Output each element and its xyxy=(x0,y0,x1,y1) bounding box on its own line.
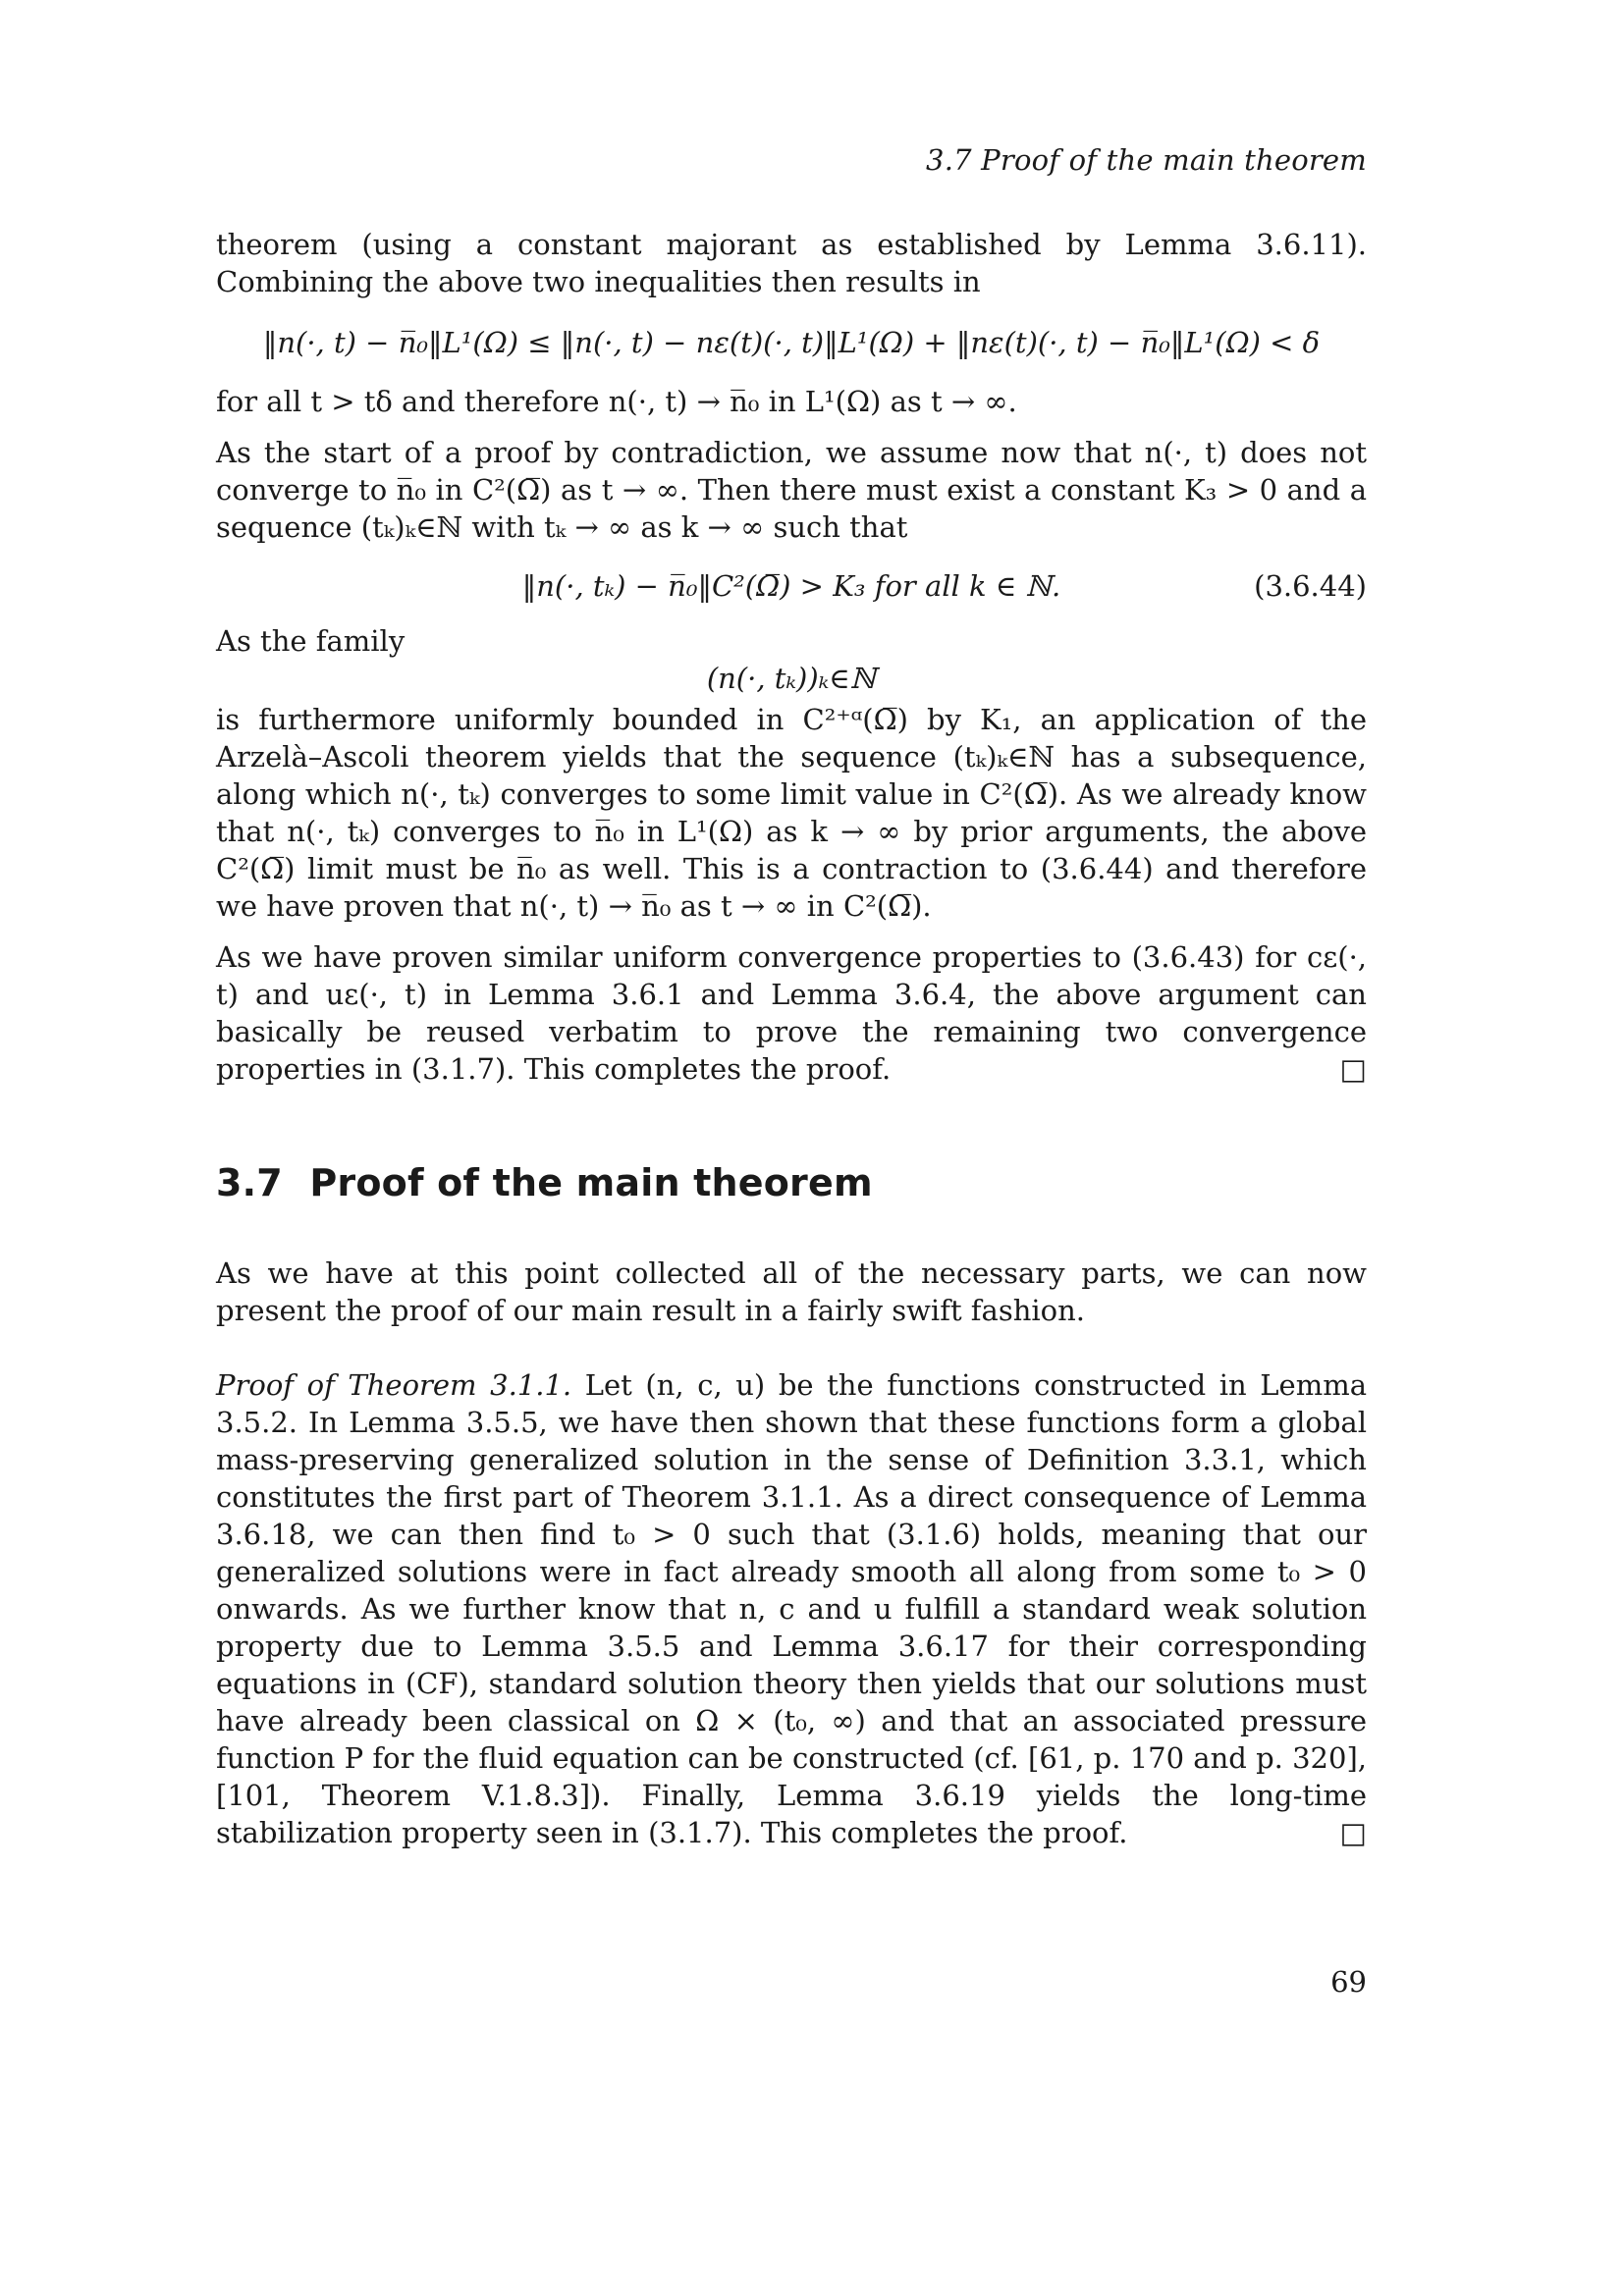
equation-body: ‖n(·, tₖ) − n̅₀‖C²(Ω̅) > K₃ for all k ∈ ℕ. xyxy=(521,569,1061,603)
running-head: 3.7 Proof of the main theorem xyxy=(926,143,1367,177)
body-text xyxy=(216,226,1367,1865)
equation-number: (3.6.44) xyxy=(1254,569,1367,603)
equation-family: (n(·, tₖ))ₖ∈ℕ xyxy=(706,662,877,695)
qed-symbol: □ xyxy=(1339,1052,1367,1086)
proof-paragraph xyxy=(216,1366,1367,1851)
paragraph: As the start of a proof by contradiction, we assume now that n(·, t) does not converge to n̅₀ in C²(Ω̅) as t → ∞. Then there must exist a constant K₃ > 0 and a sequence (tₖ)ₖ∈ℕ with tₖ → ∞ as k → ∞ such that xyxy=(216,436,1367,544)
proof-text: Let (n, c, u) be the functions constructed in Lemma 3.5.2. In Lemma 3.5.5, we have then shown that these functions form a global mass-preserving generalized solution in the sense of Definition 3.3.1, which constitutes the first part of Theorem 3.1.1. As a direct consequence of Lemma 3.6.18, we can then find t₀ > 0 such that (3.1.6) holds, meaning that our generalized solutions were in fact already smooth all along from some t₀ > 0 onwards. As we further know that n, c and u fulfill a standard weak solution property due to Lemma 3.5.5 and Lemma 3.6.17 for their corresponding equations in (CF), standard solution theory then yields that our solutions must have already been classical on Ω × (t₀, ∞) and that an associated pressure function P for the fluid equation can be constructed (cf. [61, p. 170 and p. 320], [101, Theorem V.1.8.3]). Finally, Lemma 3.6.19 yields the long-time stabilization property seen in (3.1.7). This completes the proof. xyxy=(216,1368,1367,1849)
page-number: 69 xyxy=(1330,1965,1367,1999)
section-number: 3.7 xyxy=(216,1161,283,1204)
equation-numbered xyxy=(216,567,1367,605)
paragraph-with-qed xyxy=(216,938,1367,1088)
section-title: Proof of the main theorem xyxy=(309,1161,873,1204)
paragraph: theorem (using a constant majorant as established by Lemma 3.6.11). Combining the above two inequalities then results in xyxy=(216,228,1367,298)
paragraph: for all t > tδ and therefore n(·, t) → n̅₀ in L¹(Ω) as t → ∞. xyxy=(216,385,1017,418)
paragraph: As the family xyxy=(216,624,406,658)
paragraph-text: As we have proven similar uniform convergence properties to (3.6.43) for cε(·, t) and uε(·, t) in Lemma 3.6.1 and Lemma 3.6.4, the above argument can basically be reused verbatim to prove the remaining two convergence properties in (3.1.7). This completes the proof. xyxy=(216,940,1367,1086)
equation-inequality: ‖n(·, t) − n̅₀‖L¹(Ω) ≤ ‖n(·, t) − nε(t)(·, t)‖L¹(Ω) + ‖nε(t)(·, t) − n̅₀‖L¹(Ω) < δ xyxy=(262,326,1321,359)
paragraph: is furthermore uniformly bounded in C²⁺ᵅ(Ω̅) by K₁, an application of the Arzelà–Ascoli theorem yields that the sequence (tₖ)ₖ∈ℕ has a subsequence, along which n(·, tₖ) converges to some limit value in C²(Ω̅). As we already know that n(·, tₖ) converges to n̅₀ in L¹(Ω) as k → ∞ by prior arguments, the above C²(Ω̅) limit must be n̅₀ as well. This is a contraction to (3.6.44) and therefore we have proven that n(·, t) → n̅₀ as t → ∞ in C²(Ω̅). xyxy=(216,703,1367,923)
qed-symbol: □ xyxy=(1339,1816,1367,1849)
section-intro: As we have at this point collected all of the necessary parts, we can now present the proof of our main result in a fairly swift fashion. xyxy=(216,1256,1367,1327)
section-heading xyxy=(216,1161,1367,1204)
proof-label: Proof of Theorem 3.1.1. xyxy=(216,1368,572,1402)
